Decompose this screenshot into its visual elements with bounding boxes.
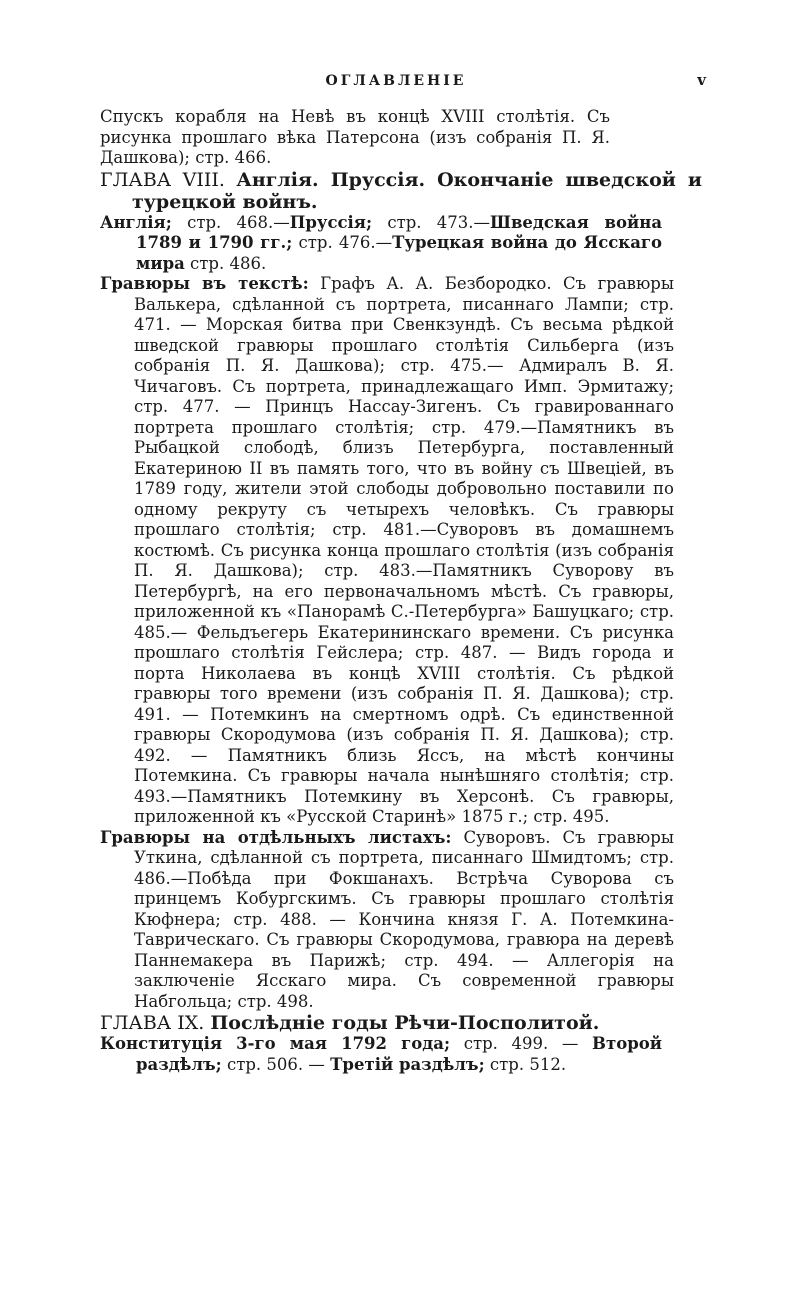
text-segment: Пруссія;: [289, 212, 373, 232]
text-segment: стр. 468.—: [171, 212, 290, 232]
text-segment: Суворовъ. Съ гравюры Уткина, сдѣланной съ портрета, писаннаго Шмидтомъ; стр. 486.—Побѣда при Фокшанахъ. Встрѣча Суворова съ принцемъ Кобургскимъ. Съ гравюры прошлаго столѣтія Кюфнера; стр. 488. — Кончина князя Г. А. Потемкина-Таврическаго. Съ гравюры Скородумова, гравюра на деревѣ Паннемакера въ Парижѣ; стр. 494. — Аллегорія на заключеніе Ясскаго мира. Съ современной гравюры Набгольца; стр. 498.: [134, 827, 674, 1011]
text-segment: стр. 486.: [184, 253, 267, 273]
text-segment: стр. 506. —: [221, 1054, 331, 1074]
text-segment: Графъ А. А. Безбородко. Съ гравюры Валькера, сдѣланной съ портрета, писаннаго Лампи; стр. 471. — Морская битва при Свенкзундѣ. Съ весьма рѣдкой шведской гравюры прошлаго столѣтія Сильберга (изъ собранія П. Я. Дашкова); стр. 475.— Адмиралъ В. Я. Чичаговъ. Съ портрета, принадлежащаго Имп. Эрмитажу; стр. 477. — Принцъ Нассау-Зигенъ. Съ гравированнаго портрета прошлаго столѣтія; стр. 479.—Памятникъ въ Рыбацкой слободѣ, близъ Петербурга, поставленный Екатериною II въ память того, что въ войну съ Швеціей, въ 1789 году, жители этой слободы добровольно поставили по одному рекруту съ четырехъ человѣкъ. Съ гравюры прошлаго столѣтія; стр. 481.—Суворовъ въ домашнемъ костюмѣ. Съ рисунка конца прошлаго столѣтія (изъ собранія П. Я. Дашкова); стр. 483.—Памятникъ Суворову въ Петербургѣ, на его первоначальномъ мѣстѣ. Съ гравюры, приложенной къ «Панорамѣ С.-Петербурга» Башуцкаго; стр. 485.— Фельдъегерь Екатерининскаго времени. Съ рисунка прошлаго столѣтія Гейслера; стр. 487. — Видъ города и порта Николаева въ концѣ XVIII столѣтія. Съ рѣдкой гравюры того времени (изъ собранія П. Я. Дашкова); стр. 491. — Потемкинъ на смертномъ одрѣ. Съ единственной гравюры Скородумова (изъ собранія П. Я. Дашкова); стр. 492. — Памятникъ близь Яссъ, на мѣстѣ кончины Потемкина. Съ гравюры начала нынѣшняго столѣтія; стр. 493.—Памятникъ Потемкину въ Херсонѣ. Съ гравюры, приложенной къ «Русской Старинѣ» 1875 г.; стр. 495.: [134, 274, 675, 826]
chapter-viii-heading: [100, 169, 702, 213]
table-of-contents: [100, 107, 702, 1075]
text-segment: ГЛАВА VIII.: [100, 168, 237, 191]
text-segment: Гравюры въ текстѣ:: [100, 274, 309, 293]
text-segment: стр. 473.—: [372, 212, 491, 232]
chapter-viii-topics: [100, 213, 662, 275]
text-segment: Второй раздѣлъ;: [136, 1034, 662, 1074]
text-segment: Англія. Пруссія. Окончаніе шведской и турецкой войнъ.: [132, 168, 702, 213]
text-segment: Спускъ корабля на Невѣ въ концѣ XVIII столѣтія. Съ рисунка прошлаго вѣка Патерсона (изъ собранія П. Я. Дашкова); стр. 466.: [100, 107, 610, 167]
engravings-in-text-list: [100, 274, 674, 828]
chapter-ix-topics: [100, 1034, 662, 1075]
text-segment: ГЛАВА IX.: [100, 1012, 211, 1034]
engravings-separate-sheets-list: [100, 828, 674, 1013]
text-segment: стр. 512.: [484, 1054, 567, 1074]
text-segment: Послѣдніе годы Рѣчи-Посполитой.: [210, 1012, 600, 1034]
text-segment: Конституція 3-го мая 1792 года;: [100, 1034, 451, 1053]
page-number: v: [697, 71, 706, 89]
text-segment: Гравюры на отдѣльныхъ листахъ:: [100, 827, 452, 847]
toc-entry-ship-launch: [100, 107, 610, 169]
text-segment: Турецкая война до Ясскаго мира: [136, 233, 663, 273]
text-segment: Шведская война 1789 и 1790 гг.;: [136, 212, 663, 252]
text-segment: стр. 476.—: [292, 233, 393, 252]
chapter-ix-heading: [100, 1012, 702, 1034]
text-segment: Англія;: [100, 212, 172, 232]
text-segment: стр. 499. —: [450, 1034, 593, 1053]
text-segment: Третій раздѣлъ;: [330, 1054, 485, 1074]
running-head-title: ОГЛАВЛЕНІЕ: [325, 73, 467, 89]
